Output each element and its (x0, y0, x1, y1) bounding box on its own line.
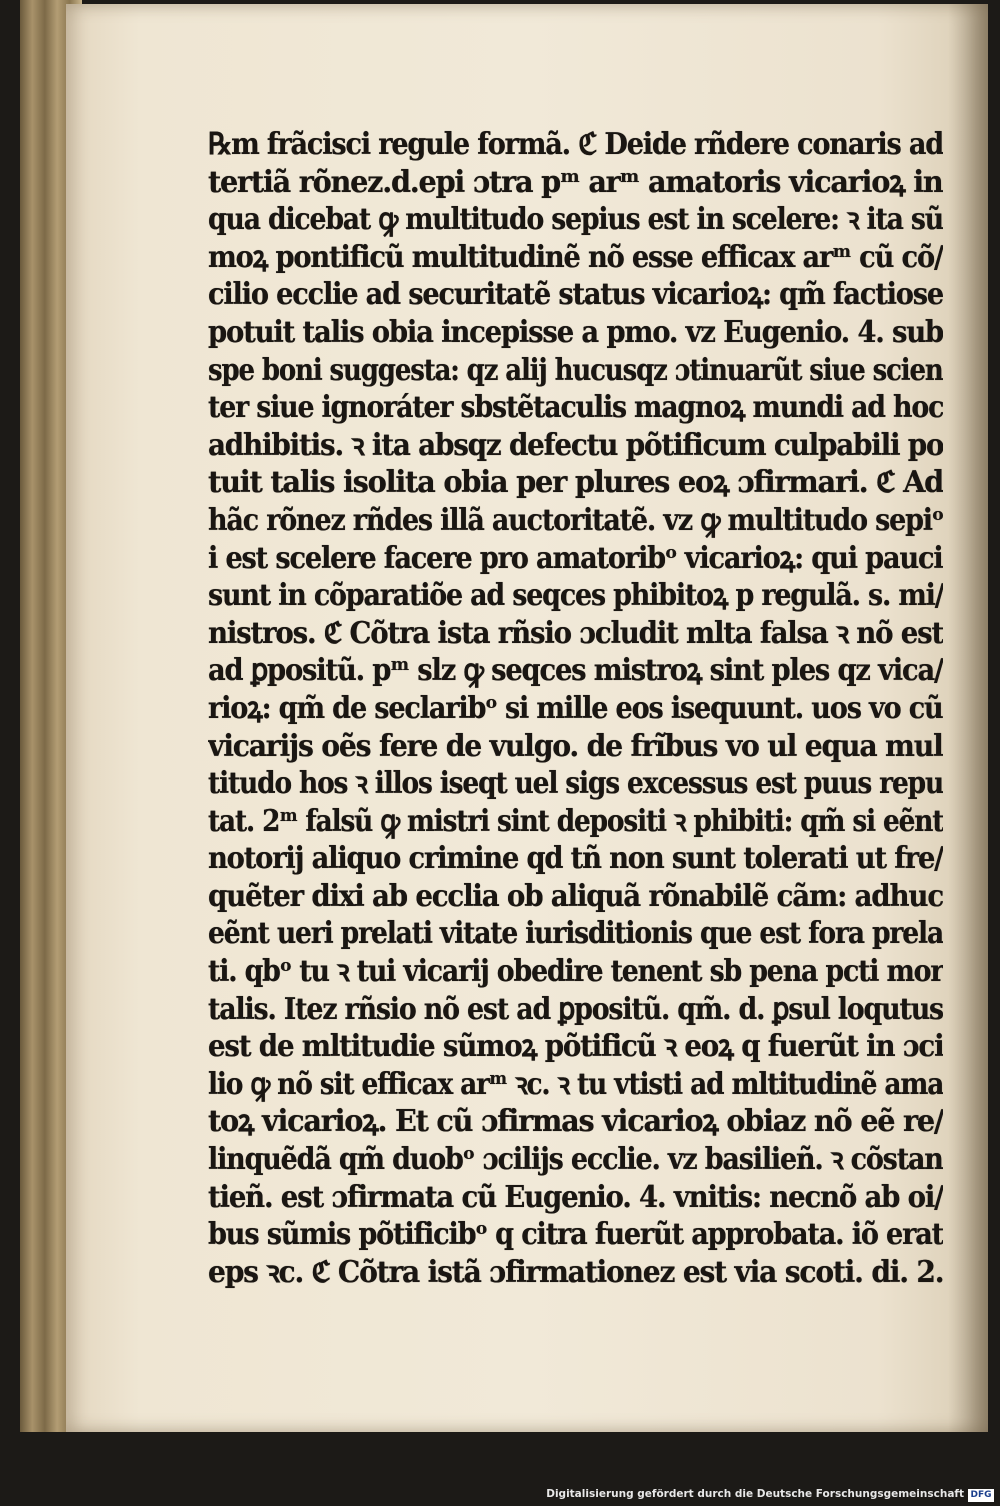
text-line: titudo hos ꝛ illos iseqt uel sigs excessus est puus repu (208, 766, 943, 802)
text-line: toꝝ vicarioꝝ. Et cũ ɔfirmas vicarioꝝ obiaz nõ eẽ re/ (208, 1104, 943, 1140)
text-line: nistros. ℭ Cõtra ista rñsio ɔcludit mlta falsa ꝛ nõ est (208, 615, 943, 651)
text-line: spe boni suggesta: qz alij hucusqz ɔtinuarũt siue scien (208, 352, 943, 388)
text-line: hãc rõnez rñdes illã auctoritatẽ. vz ꝙ multitudo sepiᵒ (208, 502, 943, 538)
text-line: ad ꝑpositũ. pᵐ slz ꝙ seqces mistroꝝ sint ples qz vica/ (208, 653, 943, 689)
text-line: eẽnt ueri prelati vitate iurisditionis que est fora prela (208, 916, 943, 952)
text-line: potuit talis obia incepisse a pmo. vz Eugenio. 4. sub (208, 314, 943, 350)
text-line: ter siue ignoráter sbstẽtaculis magnoꝝ mundi ad hoc (208, 390, 943, 426)
text-line: bus sũmis põtificibᵒ q citra fuerũt approbata. iõ erat (208, 1217, 943, 1253)
text-line: adhibitis. ꝛ ita absqz defectu põtificum culpabili po (208, 427, 943, 463)
text-line: tieñ. est ɔfirmata cũ Eugenio. 4. vnitis: necnõ ab oi/ (208, 1179, 943, 1215)
text-line: vicarijs oẽs fere de vulgo. de frĩbus vo ul equa mul (208, 728, 943, 764)
text-line: eps ꝛc. ℭ Cõtra istã ɔfirmationez est via scoti. di. 2. (208, 1254, 943, 1290)
text-line: ℞m frãcisci regule formã. ℭ Deide rñdere conaris ad (208, 127, 943, 162)
text-line: cilio ecclie ad securitatẽ status vicarioꝝ: qm̃ factiose (208, 277, 943, 313)
text-line: moꝝ pontificũ multitudinẽ nõ esse efficax arᵐ cũ cõ/ (208, 239, 943, 275)
text-line: ti. qbᵒ tu ꝛ tui vicarij obedire tenent sb pena pcti mor (208, 954, 943, 990)
dfg-logo[interactable]: DFG (968, 1489, 994, 1502)
text-line: lio ꝙ nõ sit efficax arᵐ ꝛc. ꝛ tu vtisti ad mltitudinẽ ama (208, 1066, 943, 1102)
text-line: sunt in cõparatiõe ad seqces phibitoꝝ p regulã. s. mi/ (208, 578, 943, 614)
text-line: rioꝝ: qm̃ de seclaribᵒ si mille eos isequunt. uos vo cũ (208, 690, 943, 726)
text-line: tat. 2ᵐ falsũ ꝙ mistri sint depositi ꝛ phibiti: qm̃ si eẽnt (208, 803, 943, 839)
text-line: quẽter dixi ab ecclia ob aliquã rõnabilẽ cãm: adhuc (208, 878, 943, 914)
funding-credit: Digitalisierung gefördert durch die Deutsche Forschungsgemeinschaft (546, 1488, 964, 1500)
text-line: tertiã rõnez.d.epi ɔtra pᵐ arᵐ amatoris vicarioꝝ in (208, 164, 943, 200)
text-line: talis. Itez rñsio nõ est ad ꝑpositũ. qm̃. d. ꝑsul loqutus (208, 991, 943, 1027)
bleed-through-text (176, 28, 956, 58)
text-line: linquẽdã qm̃ duobᵒ ɔcilijs ecclie. vz basilieñ. ꝛ cõstan (208, 1142, 943, 1178)
text-line: notorij aliquo crimine qd tñ non sunt tolerati ut fre/ (208, 841, 943, 877)
text-block (208, 126, 943, 1291)
text-line: est de mltitudie sũmoꝝ põtificũ ꝛ eoꝝ q fuerũt in ɔci (208, 1029, 943, 1065)
text-line: qua dicebat ꝙ multitudo sepius est in scelere: ꝛ ita sũ (208, 202, 943, 238)
text-line: tuit talis isolita obia per plures eoꝝ ɔfirmari. ℭ Ad (208, 465, 943, 501)
footer-bar (0, 1486, 1000, 1506)
text-line: i est scelere facere pro amatoribᵒ vicarioꝝ: qui pauci (208, 540, 943, 576)
